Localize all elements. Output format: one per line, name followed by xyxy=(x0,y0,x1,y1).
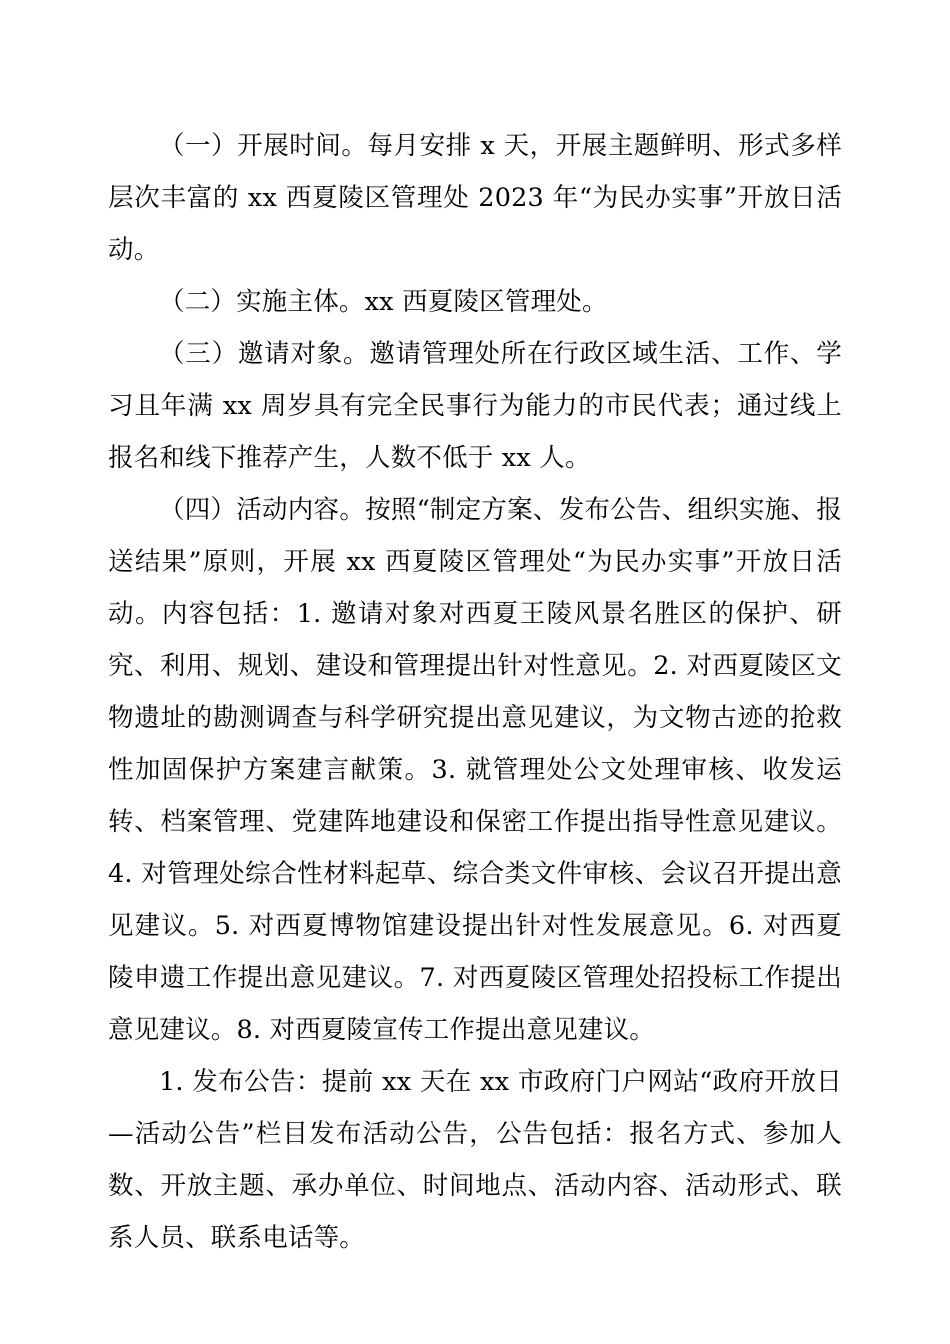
paragraph-invitees: （三）邀请对象。邀请管理处所在行政区域生活、工作、学习且年满 xx 周岁具有完全民事行为能力的市民代表；通过线上报名和线下推荐产生，人数不低于 xx 人。 xyxy=(108,339,842,473)
paragraph-activity-content: （四）活动内容。按照“制定方案、发布公告、组织实施、报送结果”原则，开展 xx 西夏陵区管理处“为民办实事”开放日活动。内容包括：1. 邀请对象对西夏王陵风景名胜区的保护、研究、利用、规划、建设和管理提出针对性意见。2. 对西夏陵区文物遗址的勘测调查与科学研究提出意见建议，为文物古迹的抢救性加固保护方案建言献策。3. 就管理处公文处理审核、收发运转、档案管理、党建阵地建设和保密工作提出指导性意见建议。4. 对管理处综合性材料起草、综合类文件审核、会议召开提出意见建议。5. 对西夏博物馆建设提出针对性发展意见。6. 对西夏陵申遗工作提出意见建议。7. 对西夏陵区管理处招投标工作提出意见建议。8. 对西夏陵宣传工作提出意见建议。 xyxy=(108,495,842,1045)
document-body xyxy=(108,120,842,1264)
paragraph-opening-time: （一）开展时间。每月安排 x 天，开展主题鲜明、形式多样层次丰富的 xx 西夏陵区管理处 2023 年“为民办实事”开放日活动。 xyxy=(108,131,842,265)
paragraph-publish-notice: 1. 发布公告：提前 xx 天在 xx 市政府门户网站“政府开放日—活动公告”栏目发布活动公告，公告包括：报名方式、参加人数、开放主题、承办单位、时间地点、活动内容、活动形式、联系人员、联系电话等。 xyxy=(108,1067,842,1253)
paragraph-implementing-body: （二）实施主体。xx 西夏陵区管理处。 xyxy=(159,287,608,317)
